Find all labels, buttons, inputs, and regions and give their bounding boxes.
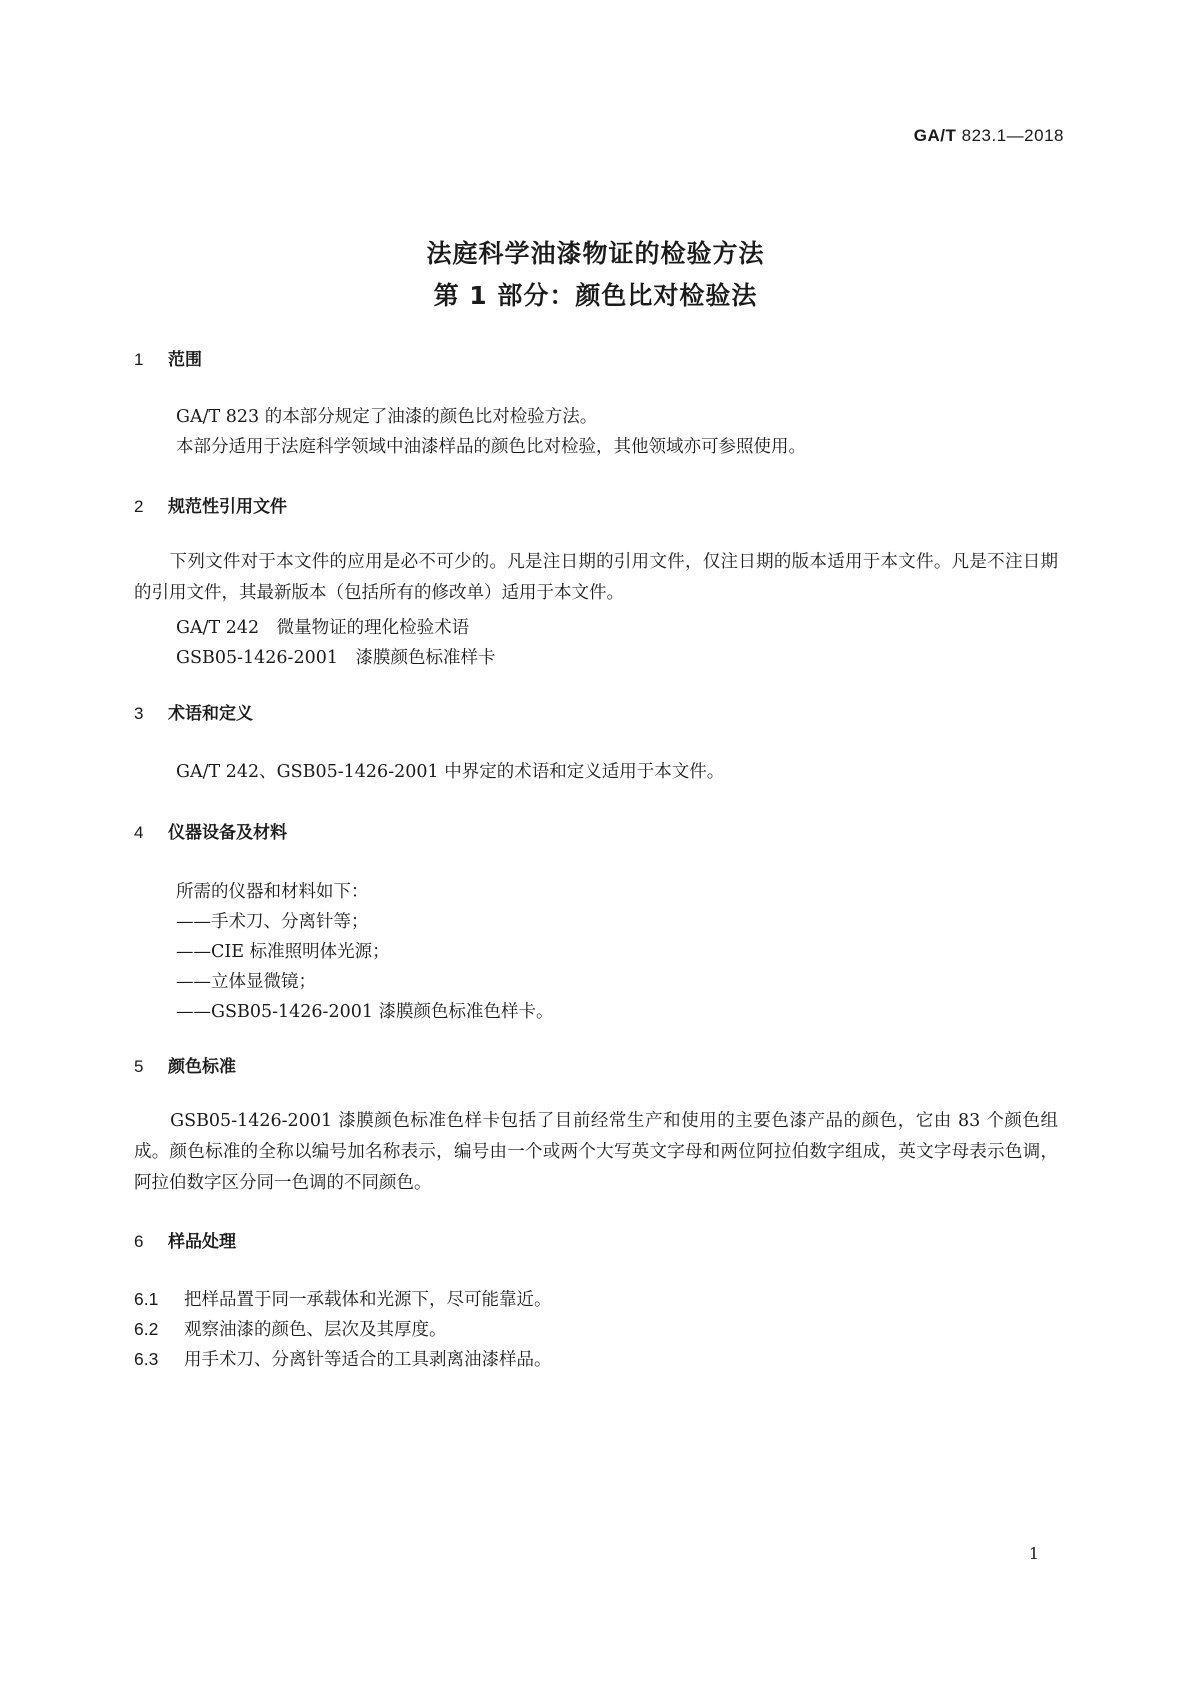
paragraph: GA/T 823 的本部分规定了油漆的颜色比对检验方法。	[176, 407, 598, 427]
subsection-item	[134, 1286, 552, 1311]
standard-number: 823.1—2018	[961, 126, 1064, 145]
subsection-text: 观察油漆的颜色、层次及其厚度。	[184, 1320, 447, 1340]
section-number: 4	[134, 823, 144, 842]
reference-item: GSB05-1426-2001 漆膜颜色标准样卡	[176, 648, 496, 668]
section-heading-4	[134, 818, 287, 843]
list-item: ——立体显微镜；	[176, 972, 316, 992]
list-item: ——CIE 标准照明体光源；	[176, 942, 390, 962]
subsection-text: 把样品置于同一承载体和光源下，尽可能靠近。	[184, 1290, 552, 1310]
section-number: 1	[134, 350, 144, 369]
section-heading-6	[134, 1227, 236, 1252]
document-title: 法庭科学油漆物证的检验方法	[426, 239, 765, 268]
paragraph: 所需的仪器和材料如下：	[176, 882, 369, 902]
document-subtitle: 第 1 部分：颜色比对检验法	[433, 281, 758, 310]
section-title: 颜色标准	[168, 1057, 236, 1077]
subsection-item	[134, 1346, 552, 1371]
subsection-number: 6.2	[134, 1319, 159, 1339]
paragraph: GA/T 242、GSB05-1426-2001 中界定的术语和定义适用于本文件。	[176, 762, 725, 782]
standard-code	[914, 126, 1064, 146]
section-title: 样品处理	[168, 1232, 236, 1252]
paragraph: GSB05-1426-2001 漆膜颜色标准色样卡包括了目前经常生产和使用的主要色漆产品的颜色，它由 83 个颜色组成。颜色标准的全称以编号加名称表示，编号由一个或两个大写英文字母和两位阿拉伯数字组成，英文字母表示色调，阿拉伯数字区分同一色调的不同颜色。	[134, 1111, 1058, 1193]
list-item: ——GSB05-1426-2001 漆膜颜色标准色样卡。	[176, 1002, 554, 1022]
section-number: 3	[134, 704, 144, 723]
paragraph: 本部分适用于法庭科学领域中油漆样品的颜色比对检验，其他领域亦可参照使用。	[176, 437, 806, 457]
section-number: 5	[134, 1057, 144, 1076]
section-title: 仪器设备及材料	[168, 823, 287, 843]
section-title: 范围	[168, 350, 202, 370]
section-heading-5	[134, 1052, 236, 1077]
subsection-number: 6.1	[134, 1289, 159, 1309]
section-heading-1	[134, 345, 202, 370]
standard-prefix: GA/T	[913, 126, 957, 145]
subsection-text: 用手术刀、分离针等适合的工具剥离油漆样品。	[184, 1350, 552, 1370]
list-item: ——手术刀、分离针等；	[176, 912, 369, 932]
section-heading-3	[134, 699, 253, 724]
section-title: 术语和定义	[168, 704, 253, 724]
subsection-item	[134, 1316, 447, 1341]
section-heading-2	[134, 492, 287, 517]
reference-item: GA/T 242 微量物证的理化检验术语	[176, 618, 470, 638]
section-title: 规范性引用文件	[168, 497, 287, 517]
subsection-number: 6.3	[134, 1349, 159, 1369]
page-number: 1	[1028, 1544, 1039, 1563]
section-number: 6	[134, 1232, 144, 1251]
section-number: 2	[134, 497, 144, 516]
paragraph: 下列文件对于本文件的应用是必不可少的。凡是注日期的引用文件，仅注日期的版本适用于本文件。凡是不注日期的引用文件，其最新版本（包括所有的修改单）适用于本文件。	[134, 552, 1058, 603]
